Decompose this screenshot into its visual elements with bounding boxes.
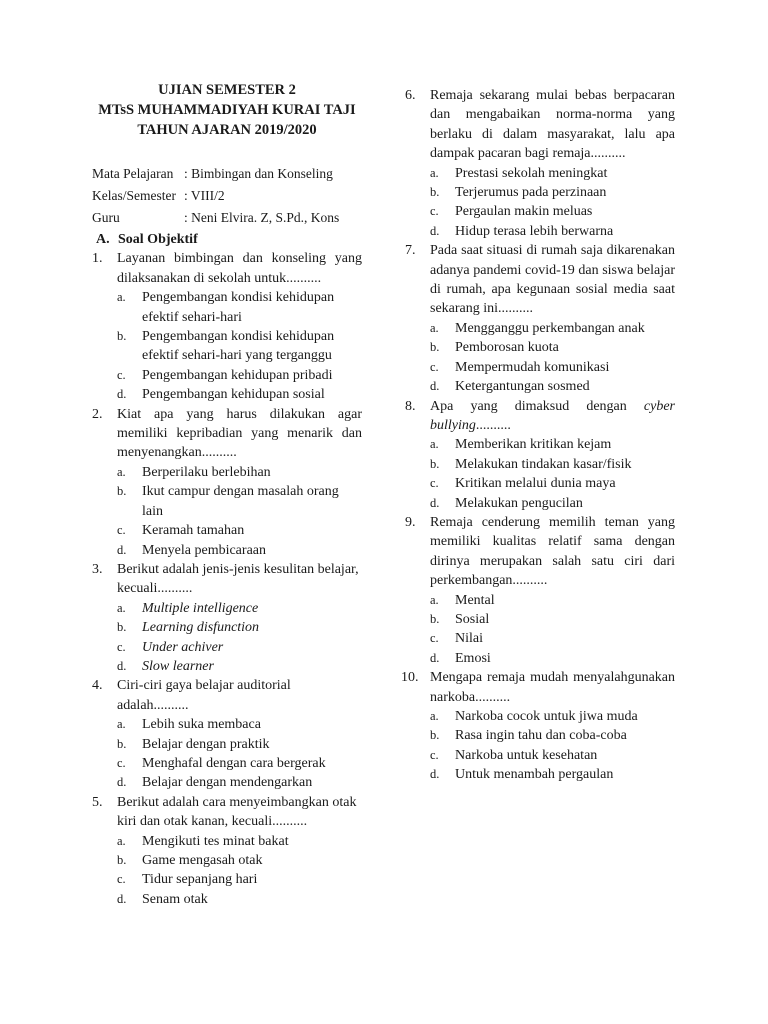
meta-teacher	[92, 208, 362, 228]
options-list	[117, 463, 362, 560]
option-b: b. Ikut campur dengan masalah orang lain	[117, 484, 339, 519]
option-b: b. Learning disfunction	[117, 620, 260, 636]
meta-label: Kelas/Semester	[92, 188, 176, 203]
meta-value: : Neni Elvira. Z, S.Pd., Kons	[184, 210, 340, 225]
option-d: d. Hidup terasa lebih berwarna	[430, 223, 614, 239]
option-d: d. Pengembangan kehidupan sosial	[117, 387, 325, 403]
option-a: a. Prestasi sekolah meningkat	[430, 165, 608, 181]
option-a: a. Mengganggu perkembangan anak	[430, 320, 645, 336]
right-column	[401, 86, 675, 785]
option-a: a. Narkoba cocok untuk jiwa muda	[430, 709, 638, 724]
question-text: Apa yang dimaksud dengan cyber bullying..........	[430, 398, 675, 433]
question-number: 5.	[92, 794, 103, 810]
meta-value: : VIII/2	[184, 188, 225, 203]
option-b: b. Pemborosan kuota	[430, 340, 559, 356]
meta-label: Guru	[92, 210, 120, 225]
options-list	[117, 715, 362, 793]
question-number: 10.	[401, 670, 419, 686]
meta-subject	[92, 164, 362, 184]
question-text: Remaja sekarang mulai bebas berpacaran dan mengabaikan norma-norma yang berlaku di dalam masyarakat, lalu apa dampak pacaran bagi remaja..........	[430, 88, 675, 162]
option-b: b. Belajar dengan praktik	[117, 736, 270, 752]
option-c: c. Nilai	[430, 631, 483, 647]
academic-year: TAHUN AJARAN 2019/2020	[137, 122, 317, 138]
option-d: d. Menyela pembicaraan	[117, 542, 266, 558]
option-d: d. Senam otak	[117, 891, 208, 907]
option-a: a. Multiple intelligence	[117, 600, 259, 616]
exam-title: UJIAN SEMESTER 2	[158, 82, 296, 98]
question-text: Berikut adalah cara menyeimbangkan otak kiri dan otak kanan, kecuali..........	[117, 794, 357, 830]
section-letter: A.	[96, 232, 110, 247]
option-d: d. Untuk menambah pergaulan	[430, 767, 614, 783]
meta-label: Mata Pelajaran	[92, 166, 174, 181]
question-number: 2.	[92, 406, 103, 422]
section-title: Soal Objektif	[118, 232, 198, 247]
question-5	[92, 793, 362, 909]
question-8	[405, 397, 675, 513]
question-text: Pada saat situasi di rumah saja dikarenakan adanya pandemi covid-19 dan siswa belajar di rumah, apa kegunaan sosial media saat sekarang ini..........	[430, 243, 675, 317]
option-d: d. Belajar dengan mendengarkan	[117, 775, 313, 791]
option-b: b. Pengembangan kondisi kehidupan efektif sehari-hari yang terganggu	[117, 329, 335, 364]
option-c: c. Pengembangan kehidupan pribadi	[117, 367, 333, 383]
question-number: 6.	[405, 88, 416, 103]
option-c: c. Menghafal dengan cara bergerak	[117, 755, 326, 771]
question-3	[92, 560, 362, 676]
question-7	[405, 241, 675, 396]
option-a: a. Berperilaku berlebihan	[117, 464, 271, 480]
option-a: a. Mental	[430, 592, 495, 608]
question-6	[405, 86, 675, 241]
question-text: Layanan bimbingan dan konseling yang dilaksanakan di sekolah untuk..........	[117, 251, 362, 286]
question-text: Remaja cenderung memilih teman yang memiliki kualitas relatif sama dengan dirinya merupakan salah satu ciri dari perkembangan..........	[430, 514, 675, 589]
question-text: Berikut adalah jenis-jenis kesulitan belajar, kecuali..........	[117, 561, 359, 597]
option-d: d. Slow learner	[117, 658, 214, 674]
left-column	[92, 0, 362, 909]
option-d: d. Ketergantungan sosmed	[430, 379, 590, 395]
option-c: c. Tidur sepanjang hari	[117, 872, 258, 888]
question-2	[92, 405, 362, 560]
question-number: 4.	[92, 678, 103, 694]
question-number: 8.	[405, 398, 416, 414]
option-a: a. Mengikuti tes minat bakat	[117, 833, 289, 849]
question-10	[401, 668, 675, 784]
question-text: Kiat apa yang harus dilakukan agar memiliki kepribadian yang menarik dan menyenangkan..........	[117, 406, 362, 461]
question-9	[405, 513, 675, 668]
question-number: 3.	[92, 561, 103, 577]
options-list	[430, 319, 675, 397]
meta-class	[92, 186, 362, 206]
options-list	[430, 164, 675, 242]
option-d: d. Melakukan pengucilan	[430, 495, 583, 511]
options-list	[430, 591, 675, 669]
option-a: a. Lebih suka membaca	[117, 717, 261, 733]
options-list	[430, 435, 675, 513]
option-b: b. Game mengasah otak	[117, 853, 263, 868]
options-list	[430, 707, 675, 785]
question-number: 1.	[92, 251, 103, 267]
option-b: b. Melakukan tindakan kasar/fisik	[430, 456, 632, 472]
options-list	[117, 288, 362, 404]
italic-term: cyber bullying	[430, 398, 675, 433]
question-number: 9.	[405, 514, 416, 530]
question-text: Mengapa remaja mudah menyalahgunakan narkoba..........	[430, 670, 675, 705]
question-number: 7.	[405, 243, 416, 259]
option-c: c. Keramah tamahan	[117, 523, 245, 539]
question-4	[92, 676, 362, 792]
meta-value: : Bimbingan dan Konseling	[184, 166, 333, 181]
exam-header	[92, 80, 362, 140]
option-b: b. Rasa ingin tahu dan coba-coba	[430, 728, 627, 744]
option-b: b. Sosial	[430, 611, 490, 627]
option-c: c. Mempermudah komunikasi	[430, 359, 610, 375]
option-b: b. Terjerumus pada perzinaan	[430, 185, 607, 201]
option-c: c. Under achiver	[117, 639, 224, 655]
options-list	[117, 832, 362, 910]
question-text: Ciri-ciri gaya belajar auditorial adalah..........	[117, 678, 291, 713]
option-a: a. Pengembangan kondisi kehidupan efektif sehari-hari	[117, 290, 335, 325]
option-c: c. Narkoba untuk kesehatan	[430, 747, 598, 763]
question-1	[92, 249, 362, 404]
option-c: c. Kritikan melalui dunia maya	[430, 476, 616, 492]
options-list	[117, 599, 362, 677]
exam-meta	[92, 164, 362, 228]
section-heading	[96, 230, 362, 249]
option-a: a. Memberikan kritikan kejam	[430, 437, 612, 453]
option-d: d. Emosi	[430, 650, 491, 666]
school-name: MTsS MUHAMMADIYAH KURAI TAJI	[98, 102, 356, 118]
option-c: c. Pergaulan makin meluas	[430, 204, 593, 220]
